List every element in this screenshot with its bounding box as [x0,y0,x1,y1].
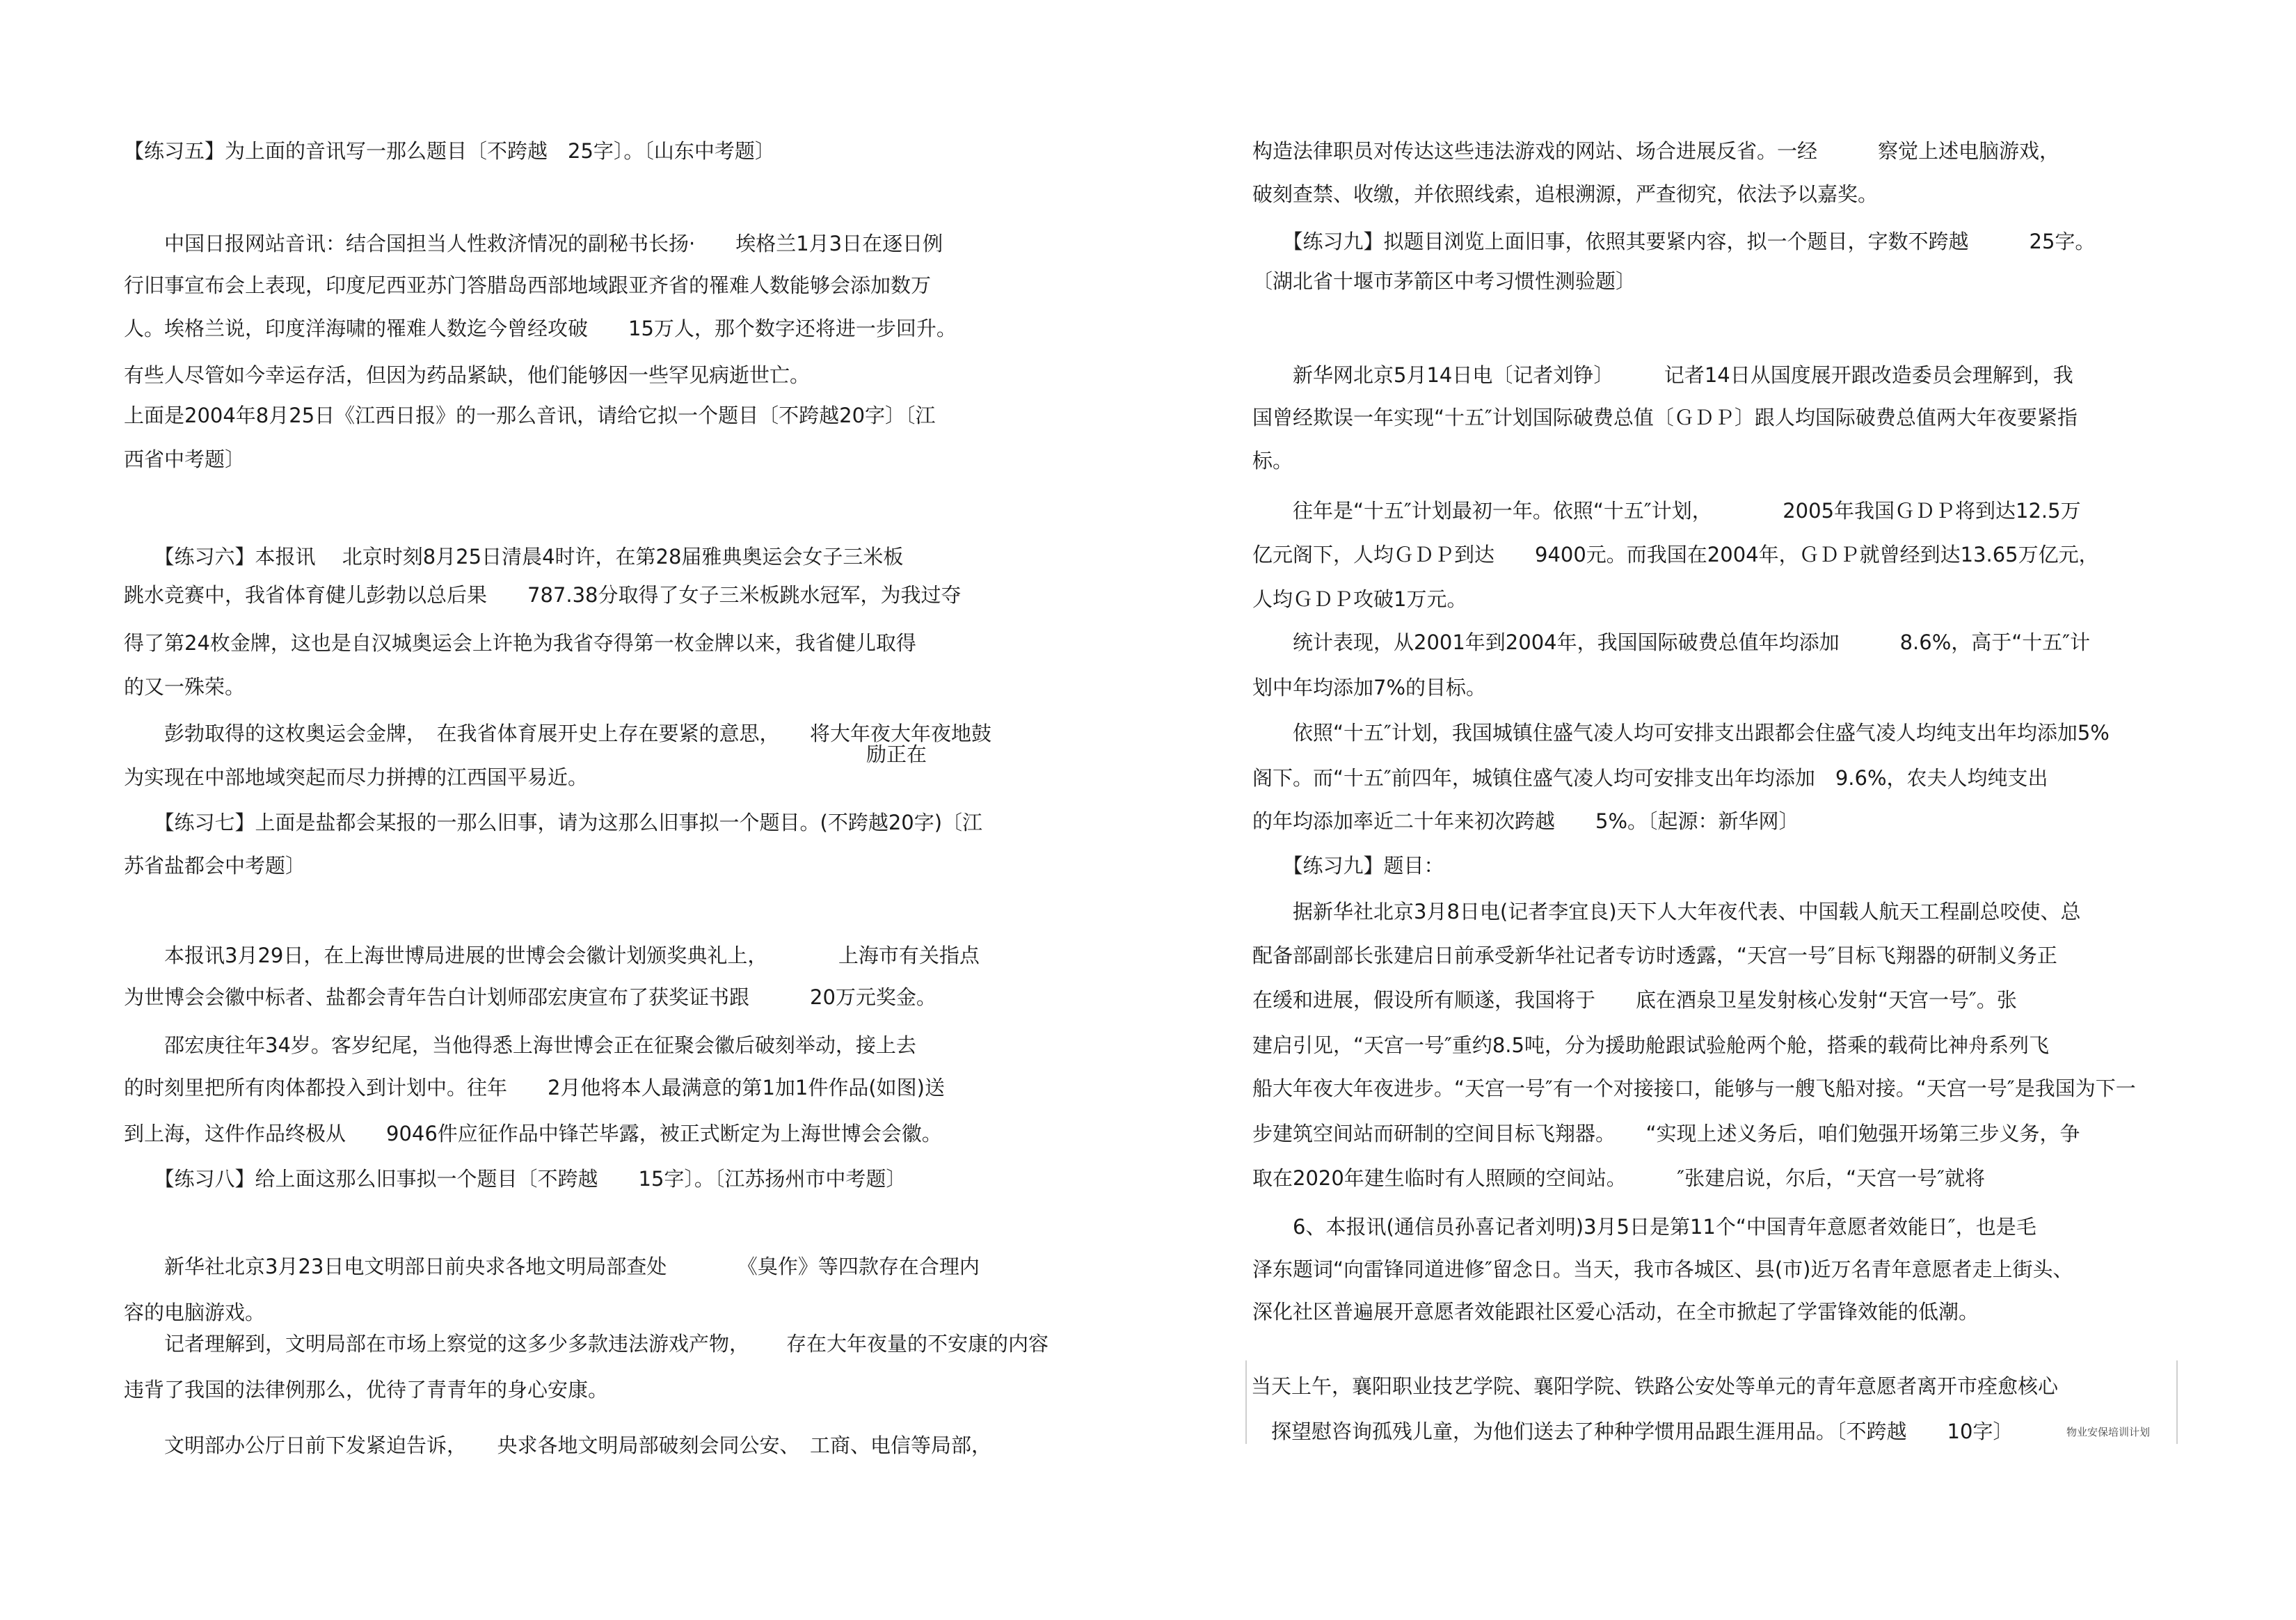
right-line: 的年均添加率近二十年来初次跨越 5%。〔起源：新华网〕 [1252,809,1799,833]
left-line: 人。埃格兰说，印度洋海啸的罹难人数迄今曾经攻破 15万人，那个数字还将进一步回升。 [124,317,957,340]
left-line: 新华社北京3月23日电文明部日前央求各地文明局部查处 《臭作》等四款存在合理内 [124,1255,980,1278]
right-line: 泽东题词“向雷锋同道进修″留念日。当天，我市各城区、县(市)近万名青年意愿者走上街头、 [1252,1257,2073,1281]
right-line: 亿元阁下，人均ＧＤＰ到达 9400元。而我国在2004年，ＧＤＰ就曾经到达13.65万亿元， [1252,543,2099,566]
right-line: 往年是“十五″计划最初一年。依照“十五″计划， 2005年我国ＧＤＰ将到达12.5万 [1252,499,2081,523]
left-line: 【练习五】为上面的音讯写一那么题目〔不跨越 25字〕。〔山东中考题〕 [124,139,775,163]
right-line: 配备部副部长张建启日前承受新华社记者专访时透露，“天宫一号″目标飞翔器的研制义务正 [1252,944,2057,967]
left-line: 苏省盐都会中考题〕 [124,854,306,878]
right-line: 人均ＧＤＰ攻破1万元。 [1252,587,1467,611]
left-line: 邵宏庚往年34岁。客岁纪尾，当他得悉上海世博会正在征聚会徽后破刻举动，接上去 [124,1033,916,1057]
box-right-rule [2176,1360,2178,1444]
right-line: 破刻查禁、收缴，并依照线索，追根溯源，严查彻究，依法予以嘉奖。 [1252,182,1879,206]
right-line: 国曾经欺误一年实现“十五″计划国际破费总值〔ＧＤＰ〕跟人均国际破费总值两大年夜要紧指 [1252,406,2078,429]
left-line: 存在大年夜量的不安康的内容 [786,1332,1049,1356]
right-line: 探望慰咨询孤残儿童，为他们送去了种种学惯用品跟生涯用品。〔不跨越 10字〕 [1251,1420,2014,1443]
left-line: 西省中考题〕 [124,447,246,471]
right-line: 在缓和进展，假设所有顺遂，我国将于 底在酒泉卫星发射核心发射“天宫一号″。张 [1252,988,2017,1012]
left-line: 为世博会会徽中标者、盐都会青年告白计划师邵宏庚宣布了获奖证书跟 20万元奖金。 [124,985,936,1009]
right-line: 构造法律职员对传达这些违法游戏的网站、场合进展反省。一经 察觉上述电脑游戏， [1252,139,2060,163]
left-line: 为实现在中部地域突起而尽力拼搏的江西国平易近。 [124,765,589,789]
right-line: 统计表现，从2001年到2004年，我国国际破费总值年均添加 8.6%，高于“十五″计 [1252,630,2091,654]
left-line: 有些人尽管如今幸运存活，但因为药品紧缺，他们能够因一些罕见病逝世亡。 [124,363,811,387]
right-line: 步建筑空间站而研制的空间目标飞翔器。 “实现上述义务后，咱们勉强开场第三步义务，争 [1252,1122,2080,1145]
right-line: 新华网北京5月14日电〔记者刘铮〕 记者14日从国度展开跟改造委员会理解到，我 [1252,363,2073,387]
right-line: 依照“十五″计划，我国城镇住盛气凌人均可安排支出跟都会住盛气凌人均纯支出年均添加5% [1252,721,2110,745]
right-line: 深化社区普遍展开意愿者效能跟社区爱心活动，在全市掀起了学雷锋效能的低潮。 [1252,1300,1979,1324]
left-line: 本报讯3月29日，在上海世博局进展的世博会会徽计划颁奖典礼上， 上海市有关指点 [124,944,980,967]
left-line: 励正在 [866,742,927,766]
right-line: 【练习九】拟题目浏览上面旧事，依照其要紧内容，拟一个题目，字数不跨越 25字。 [1252,230,2096,253]
right-line: 标。 [1252,449,1293,472]
right-line: 6、本报讯(通信员孙喜记者刘明)3月5日是第11个“中国青年意愿者效能日″，也是毛 [1252,1215,2036,1239]
right-line: 划中年均添加7%的目标。 [1252,676,1487,699]
right-line: 当天上午，襄阳职业技艺学院、襄阳学院、铁路公安处等单元的青年意愿者离开市痊愈核心 [1251,1374,2059,1398]
left-line: 跳水竞赛中，我省体育健儿彭勃以总后果 787.38分取得了女子三米板跳水冠军，为我过夺 [124,583,962,607]
footer-note: 物业安保培训计划 [2066,1426,2151,1438]
left-line: 【练习六】本报讯 北京时刻8月25日清晨4时许，在第28届雅典奥运会女子三米板 [124,545,904,569]
right-line: 建启引见，“天宫一号″重约8.5吨，分为援助舱跟试验舱两个舱，搭乘的载荷比神舟系列飞 [1252,1033,2049,1057]
left-line: 上面是2004年8月25日《江西日报》的一那么音讯，请给它拟一个题目〔不跨越20字〕〔江 [124,404,936,427]
right-line: 船大年夜大年夜进步。“天宫一号″有一个对接接口，能够与一艘飞船对接。“天宫一号″是我国为下一 [1252,1077,2136,1100]
left-line: 违背了我国的法律例那么，优待了青青年的身心安康。 [124,1378,609,1401]
left-line: 【练习八】给上面这那么旧事拟一个题目〔不跨越 15字〕。〔江苏扬州市中考题〕 [124,1167,907,1191]
right-line: 据新华社北京3月8日电(记者李宜良)天下人大年夜代表、中国载人航天工程副总咬使、总 [1252,900,2081,923]
left-line: 【练习七】上面是盐都会某报的一那么旧事，请为这那么旧事拟一个题目。(不跨越20字)〔江 [124,811,983,834]
left-line: 行旧事宣布会上表现，印度尼西亚苏门答腊岛西部地域跟亚齐省的罹难人数能够会添加数万 [124,273,932,297]
left-line: 得了第24枚金牌，这也是自汉城奥运会上许艳为我省夺得第一枚金牌以来，我省健儿取得 [124,631,916,655]
box-left-rule [1245,1360,1247,1444]
right-line: 取在2020年建生临时有人照顾的空间站。 ″张建启说，尔后，“天宫一号″就将 [1252,1166,1985,1190]
left-line: 到上海，这件作品终极从 9046件应征作品中锋芒毕露，被正式断定为上海世博会会徽。 [124,1122,942,1145]
left-line: 文明部办公厅日前下发紧迫告诉， 央求各地文明局部破刻会同公安、 工商、电信等局部， [124,1434,992,1457]
left-line: 记者理解到，文明局部在市场上察觉的这多少多款违法游戏产物， [124,1332,750,1356]
right-line: 【练习九】题目： [1252,854,1444,878]
right-line: 阁下。而“十五″前四年，城镇住盛气凌人均可安排支出年均添加 9.6%，农夫人均纯支出 [1252,766,2048,790]
left-line: 彭勃取得的这枚奥运会金牌， 在我省体育展开史上存在要紧的意思， 将大年夜大年夜地鼓 [124,722,992,745]
left-line: 的又一殊荣。 [124,675,246,699]
right-line: 〔湖北省十堰市茅箭区中考习惯性测验题〕 [1252,269,1636,293]
left-line: 容的电脑游戏。 [124,1301,266,1324]
left-line: 中国日报网站音讯：结合国担当人性救济情况的副秘书长扬· 埃格兰1月3日在逐日例 [124,232,943,255]
left-line: 的时刻里把所有肉体都投入到计划中。往年 2月他将本人最满意的第1加1件作品(如图)送 [124,1076,945,1099]
